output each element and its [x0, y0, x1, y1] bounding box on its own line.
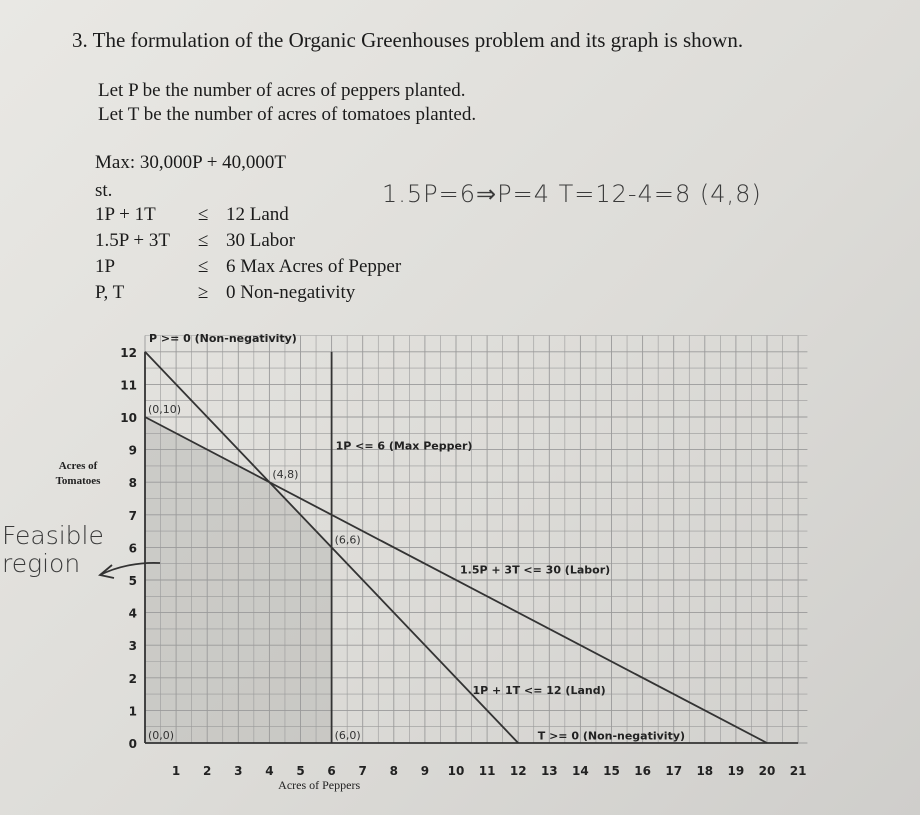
constraint-pepper-lhs: 1P [95, 256, 116, 277]
x-tick-label: 7 [358, 764, 367, 778]
y-tick-label: 9 [128, 443, 137, 458]
y-tick-label: 4 [128, 606, 137, 621]
y-tick-label: 10 [120, 411, 137, 425]
feasible-word: Feasible [2, 521, 104, 550]
question-header: 3. The formulation of the Organic Greenhouses problem and its graph is shown. [72, 28, 744, 52]
corner-point-label: (4,8) [272, 468, 299, 482]
y-tick-label: 1 [128, 704, 137, 719]
x-axis-title: Acres of Peppers [278, 778, 361, 792]
variable-definition-p: Let P be the number of acres of peppers planted. [98, 80, 466, 101]
region-word: region [2, 549, 81, 578]
handwritten-solution-note: 1.5P=6⇒P=4 T=12-4=8 (4,8) [382, 180, 762, 208]
y-tick-label: 5 [128, 574, 137, 588]
y-tick-label: 11 [120, 378, 137, 393]
x-tick-label: 8 [389, 764, 398, 778]
x-tick-label: 4 [265, 764, 274, 778]
x-tick-label: 10 [447, 764, 465, 778]
constraint-label: P >= 0 (Non-negativity) [149, 332, 297, 346]
constraint-land-lhs: 1P + 1T [95, 204, 156, 225]
y-tick-label: 7 [128, 508, 137, 523]
constraint-label: 1.5P + 3T <= 30 (Labor) [460, 563, 611, 577]
y-tick-label: 6 [128, 541, 137, 556]
objective-function: Max: 30,000P + 40,000T [95, 152, 287, 173]
constraint-labor-lhs: 1.5P + 3T [95, 230, 170, 251]
constraint-pepper-rhs: 6 Max Acres of Pepper [226, 256, 402, 277]
x-tick-label: 19 [727, 764, 745, 778]
x-tick-label: 15 [603, 764, 620, 778]
x-tick-label: 18 [696, 764, 714, 778]
y-tick-label: 2 [128, 671, 137, 686]
constraint-labor-rhs: 30 Labor [226, 230, 296, 251]
handwritten-feasible-label [2, 522, 104, 578]
y-axis-title-line1: Acres of [58, 460, 98, 473]
x-tick-label: 11 [478, 764, 496, 778]
x-tick-label: 14 [572, 764, 589, 778]
constraint-land-rhs: 12 Land [226, 204, 289, 225]
x-tick-label: 6 [327, 764, 336, 778]
constraint-nonneg-rhs: 0 Non-negativity [226, 282, 356, 303]
constraint-label: 1P + 1T <= 12 (Land) [472, 684, 606, 698]
x-tick-label: 20 [758, 764, 776, 778]
corner-point-label: (0,10) [148, 403, 182, 416]
x-tick-label: 16 [634, 764, 651, 778]
y-tick-label: 8 [128, 476, 137, 491]
constraint-land-operator: ≤ [198, 204, 209, 225]
constraint-pepper-operator: ≤ [198, 256, 209, 277]
x-tick-label: 9 [420, 764, 430, 778]
x-tick-label: 21 [789, 764, 807, 778]
corner-point-label: (0,0) [148, 729, 175, 742]
x-tick-label: 17 [665, 764, 683, 778]
y-tick-label: 12 [120, 345, 137, 360]
corner-point-label: (6,0) [334, 729, 361, 742]
constraint-labor-operator: ≤ [198, 230, 209, 251]
x-tick-label: 12 [509, 764, 527, 778]
x-tick-label: 2 [203, 764, 212, 778]
constraint-label: 1P <= 6 (Max Pepper) [335, 439, 473, 453]
origin-tick-label: 0 [128, 737, 137, 751]
constraint-nonneg-lhs: P, T [95, 282, 125, 303]
x-tick-label: 1 [171, 764, 181, 778]
y-axis-title-line2: Tomatoes [55, 474, 101, 487]
y-tick-label: 3 [128, 639, 137, 654]
constraint-nonneg-operator: ≥ [198, 282, 209, 303]
x-tick-label: 5 [296, 764, 305, 778]
x-tick-label: 13 [540, 764, 558, 778]
corner-point-label: (6,6) [334, 533, 361, 547]
subject-to-label: st. [95, 180, 113, 201]
x-tick-label: 3 [234, 764, 243, 778]
constraint-label: T >= 0 (Non-negativity) [537, 729, 686, 743]
variable-definition-t: Let T be the number of acres of tomatoes planted. [98, 104, 477, 125]
